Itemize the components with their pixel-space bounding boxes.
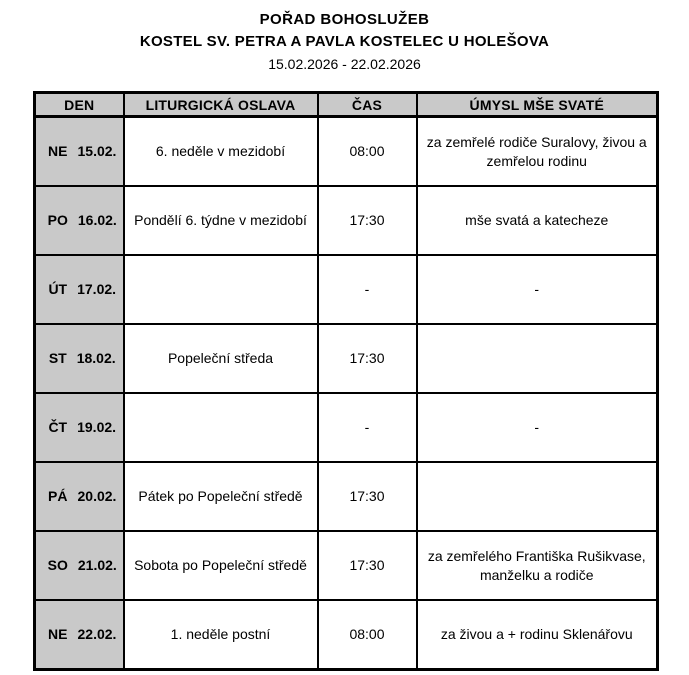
intention-cell: [417, 324, 658, 393]
page-title: POŘAD BOHOSLUŽEB: [259, 11, 430, 28]
day-date: 22.02.: [77, 626, 117, 643]
table-row: [35, 462, 658, 531]
intention-cell: -: [417, 255, 658, 324]
day-date: 20.02.: [77, 488, 117, 505]
table-row: [35, 186, 658, 255]
header-cas: ČAS: [318, 93, 417, 117]
intention-cell: -: [417, 393, 658, 462]
day-abbr: SO: [47, 557, 68, 574]
day-abbr: PÁ: [48, 488, 68, 505]
intention-cell: [417, 462, 658, 531]
day-abbr: ST: [48, 350, 67, 367]
day-date: 19.02.: [77, 419, 117, 436]
celebration-cell: Pondělí 6. týdne v mezidobí: [124, 186, 318, 255]
intention-cell: za zemřelé rodiče Suralovy, živou a zemřelou rodinu: [417, 117, 658, 187]
intention-cell: mše svatá a katecheze: [417, 186, 658, 255]
header-den: DEN: [35, 93, 124, 117]
day-abbr: NE: [48, 143, 68, 160]
header-umysl-mse-svate: ÚMYSL MŠE SVATÉ: [417, 93, 658, 117]
page-subtitle: KOSTEL SV. PETRA A PAVLA KOSTELEC U HOLEŠOVA: [139, 33, 550, 50]
table-row: [35, 117, 658, 187]
celebration-cell: 1. neděle postní: [124, 600, 318, 670]
day-cell: [35, 462, 124, 531]
intention-cell: za živou a + rodinu Sklenářovu: [417, 600, 658, 670]
day-date: 17.02.: [77, 281, 117, 298]
schedule-table: [33, 91, 659, 671]
table-header-row: [35, 93, 658, 117]
day-abbr: PO: [47, 212, 68, 229]
day-cell: [35, 600, 124, 670]
day-cell: [35, 324, 124, 393]
time-cell: -: [318, 255, 417, 324]
table-row: [35, 531, 658, 600]
day-cell: [35, 393, 124, 462]
celebration-cell: Sobota po Popeleční středě: [124, 531, 318, 600]
celebration-cell: 6. neděle v mezidobí: [124, 117, 318, 187]
celebration-cell: [124, 255, 318, 324]
time-cell: 17:30: [318, 186, 417, 255]
day-abbr: ČT: [48, 419, 68, 436]
day-cell: [35, 255, 124, 324]
day-cell: [35, 117, 124, 187]
table-row: [35, 393, 658, 462]
time-cell: 08:00: [318, 600, 417, 670]
table-row: [35, 324, 658, 393]
celebration-cell: Pátek po Popeleční středě: [124, 462, 318, 531]
date-range: 15.02.2026 - 22.02.2026: [268, 56, 421, 72]
header-liturgicka-oslava: LITURGICKÁ OSLAVA: [124, 93, 318, 117]
day-date: 21.02.: [77, 557, 117, 574]
day-cell: [35, 531, 124, 600]
time-cell: 17:30: [318, 531, 417, 600]
title-block: [0, 0, 689, 72]
day-abbr: NE: [48, 626, 68, 643]
intention-cell: za zemřelého Františka Rušikvase, manželku a rodiče: [417, 531, 658, 600]
day-abbr: ÚT: [48, 281, 68, 298]
celebration-cell: [124, 393, 318, 462]
time-cell: 17:30: [318, 324, 417, 393]
day-date: 18.02.: [76, 350, 116, 367]
table-row: [35, 255, 658, 324]
day-date: 16.02.: [77, 212, 117, 229]
day-date: 15.02.: [77, 143, 117, 160]
day-cell: [35, 186, 124, 255]
celebration-cell: Popeleční středa: [124, 324, 318, 393]
table-row: [35, 600, 658, 670]
time-cell: 08:00: [318, 117, 417, 187]
time-cell: 17:30: [318, 462, 417, 531]
time-cell: -: [318, 393, 417, 462]
